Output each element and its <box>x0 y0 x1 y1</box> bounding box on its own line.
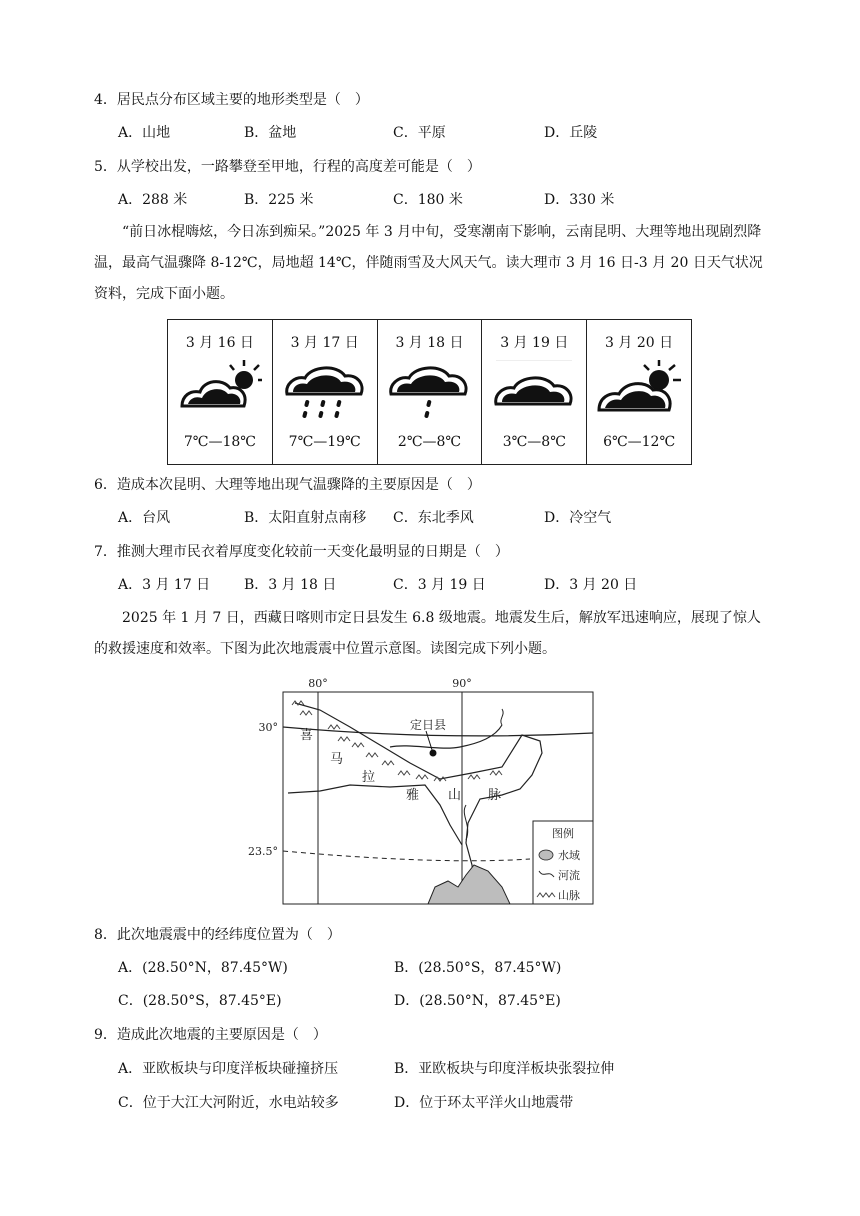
weather-table <box>167 319 692 465</box>
weather-day-1 <box>168 320 273 464</box>
question-8-stem: 8．此次地震震中的经纬度位置为（ ） <box>94 927 341 943</box>
lon-label-80: 80° <box>308 677 328 690</box>
q8-option-a[interactable]: A．(28.50°N，87.45°W) <box>118 960 288 976</box>
legend-water-swatch <box>539 850 553 860</box>
weather-day-4 <box>482 320 587 464</box>
q4-option-d[interactable]: D．丘陵 <box>544 125 598 141</box>
weather-temp: 3℃—8℃ <box>502 434 566 450</box>
legend-title: 图例 <box>552 827 574 840</box>
place-label-dingri: 定日县 <box>410 718 447 732</box>
q9-option-c[interactable]: C．位于大江大河附近，水电站较多 <box>118 1095 339 1111</box>
legend-water: 水域 <box>558 849 580 862</box>
lat-label-23-5: 23.5° <box>248 845 278 858</box>
q7-option-c[interactable]: C．3 月 19 日 <box>393 577 486 593</box>
q9-option-d[interactable]: D．位于环太平洋火山地震带 <box>394 1095 574 1111</box>
question-5-stem: 5．从学校出发，一路攀登至甲地，行程的高度差可能是（ ） <box>94 159 481 175</box>
q5-option-a[interactable]: A．288 米 <box>118 192 188 208</box>
lon-label-90: 90° <box>452 677 472 690</box>
q5-option-d[interactable]: D．330 米 <box>544 192 615 208</box>
q6-option-d[interactable]: D．冷空气 <box>544 510 612 526</box>
q4-option-c[interactable]: C．平原 <box>393 125 446 141</box>
light-rain-icon <box>387 360 471 422</box>
weather-temp: 7℃—19℃ <box>288 434 361 450</box>
map-legend <box>533 821 593 904</box>
cloudy-sun-icon <box>597 360 681 422</box>
cloudy-sun-icon <box>178 360 262 422</box>
question-6-stem: 6．造成本次昆明、大理等地出现气温骤降的主要原因是（ ） <box>94 477 481 493</box>
range-char: 拉 <box>362 770 376 785</box>
q5-option-b[interactable]: B．225 米 <box>244 192 314 208</box>
q9-option-b[interactable]: B．亚欧板块与印度洋板块张裂拉伸 <box>394 1061 615 1077</box>
q4-option-a[interactable]: A．山地 <box>118 125 171 141</box>
question-4-stem: 4．居民点分布区域主要的地形类型是（ ） <box>94 92 369 108</box>
legend-river: 河流 <box>558 869 580 882</box>
weather-day-3 <box>378 320 483 464</box>
weather-date: 3 月 19 日 <box>500 335 569 351</box>
range-char: 山 <box>448 788 462 803</box>
question-9-stem: 9．造成此次地震的主要原因是（ ） <box>94 1027 327 1043</box>
question-7-stem: 7．推测大理市民衣着厚度变化较前一天变化最明显的日期是（ ） <box>94 544 509 560</box>
q7-option-a[interactable]: A．3 月 17 日 <box>118 577 211 593</box>
weather-temp: 2℃—8℃ <box>397 434 462 450</box>
q6-option-a[interactable]: A．台风 <box>118 510 171 526</box>
q5-option-c[interactable]: C．180 米 <box>393 192 463 208</box>
q8-option-d[interactable]: D．(28.50°N，87.45°E) <box>394 993 561 1009</box>
weather-temp: 6℃—12℃ <box>603 434 676 450</box>
passage-earthquake: 2025 年 1 月 7 日，西藏日喀则市定日县发生 6.8 级地震。地震发生后，解放军迅速响应，展现了惊人的救援速度和效率。下图为此次地震震中位置示意图。读图完成下列小题。 <box>94 610 761 657</box>
weather-day-2 <box>273 320 378 464</box>
q7-option-b[interactable]: B．3 月 18 日 <box>244 577 337 593</box>
q8-option-b[interactable]: B．(28.50°S，87.45°W) <box>394 960 562 976</box>
weather-day-5 <box>587 320 691 464</box>
passage-cold-wave: “前日冰棍嗨炫，今日冻到痴呆。”2025 年 3 月中旬，受寒潮南下影响，云南昆明、大理等地出现剧烈降温，最高气温骤降 8-12℃，局地超 14℃，伴随雨雪及大风天气。读大理市 3 月 16 日-3 月 20 日天气状况资料，完成下面小题。 <box>94 224 763 302</box>
q7-option-d[interactable]: D．3 月 20 日 <box>544 577 638 593</box>
heavy-rain-icon <box>283 360 367 422</box>
range-char: 雅 <box>406 788 420 803</box>
q8-option-c[interactable]: C．(28.50°S，87.45°E) <box>118 993 282 1009</box>
q6-option-c[interactable]: C．东北季风 <box>393 510 474 526</box>
epicenter-map <box>240 675 610 915</box>
weather-date: 3 月 17 日 <box>290 335 359 351</box>
weather-temp: 7℃—18℃ <box>183 434 256 450</box>
range-char: 马 <box>330 752 344 767</box>
q6-option-b[interactable]: B．太阳直射点南移 <box>244 510 367 526</box>
lat-label-30: 30° <box>258 721 278 734</box>
range-char: 喜 <box>300 728 314 743</box>
weather-date: 3 月 18 日 <box>395 335 464 351</box>
q4-option-b[interactable]: B．盆地 <box>244 125 297 141</box>
weather-date: 3 月 16 日 <box>185 335 254 351</box>
legend-mountain: 山脉 <box>558 889 580 902</box>
range-char: 脉 <box>488 788 502 803</box>
q9-option-a[interactable]: A．亚欧板块与印度洋板块碰撞挤压 <box>118 1061 339 1077</box>
overcast-icon <box>492 360 576 422</box>
weather-date: 3 月 20 日 <box>605 335 674 351</box>
